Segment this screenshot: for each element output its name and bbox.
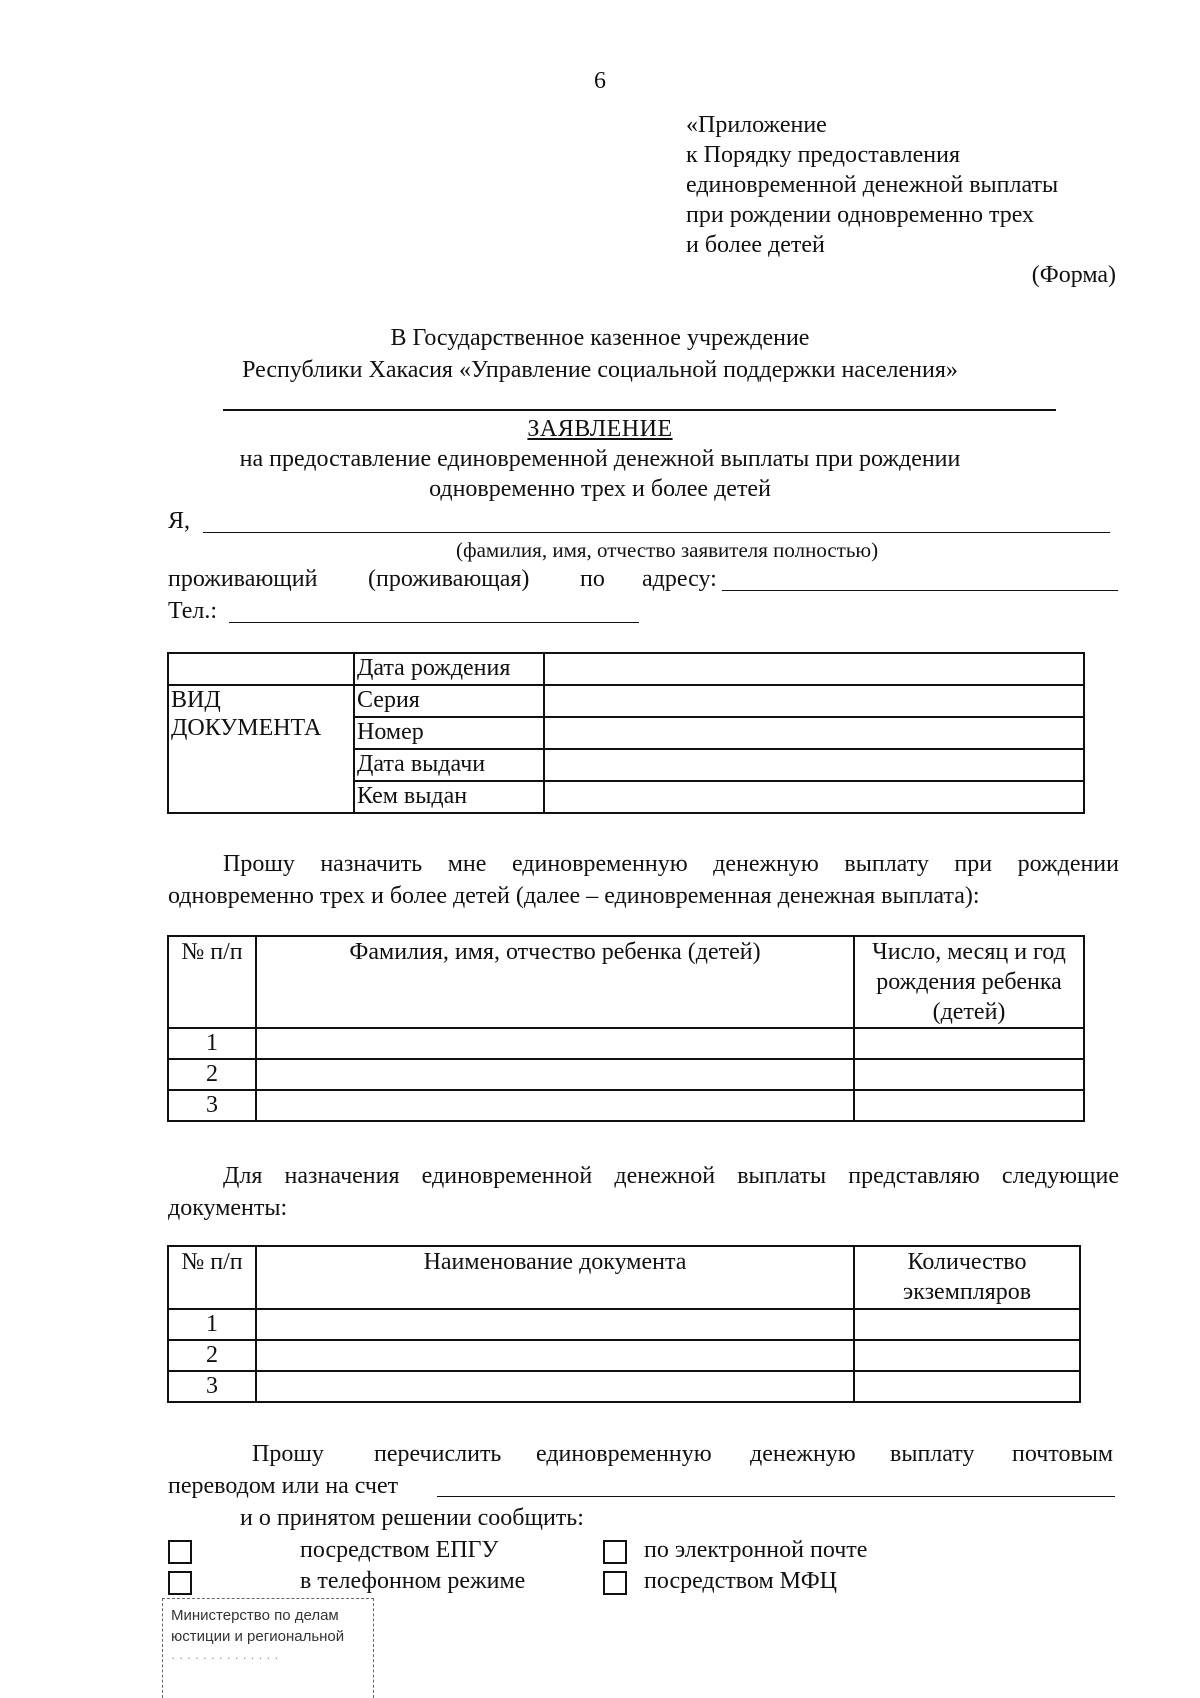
addressee-line-2: Республики Хакасия «Управление социальной поддержки населения»	[242, 357, 958, 383]
stamp-faded-line: · · · · · · · · · · · · · ·	[171, 1650, 279, 1665]
transfer-word: выплату	[890, 1441, 975, 1467]
appendix-line: при рождении одновременно трех	[686, 202, 1035, 228]
id-doc-field-value[interactable]	[544, 717, 1084, 749]
children-header-number: № п/п	[168, 936, 256, 1028]
id-doc-type-label	[168, 685, 354, 813]
addressee-divider	[223, 409, 1056, 411]
stamp-line-1: Министерство по делам	[171, 1607, 339, 1624]
id-doc-field-value[interactable]	[544, 781, 1084, 813]
documents-paragraph: Для назначения единовременной денежной выплаты представляю следующие документы:	[168, 1163, 1119, 1221]
id-doc-field-value[interactable]	[544, 749, 1084, 781]
document-subtitle-line-1: на предоставление единовременной денежной выплаты при рождении	[239, 446, 961, 472]
applicant-name-field[interactable]	[203, 506, 1110, 533]
documents-row-count[interactable]	[854, 1340, 1080, 1371]
id-doc-type-line-2: ДОКУМЕНТА	[171, 715, 322, 741]
documents-table	[167, 1245, 1081, 1403]
document-subtitle-line-2: одновременно трех и более детей	[429, 476, 771, 502]
appendix-line: к Порядку предоставления	[686, 142, 961, 168]
registration-stamp	[162, 1598, 374, 1698]
addressee-block	[0, 322, 1200, 386]
id-doc-field-label: Дата рождения	[354, 653, 544, 685]
address-field[interactable]	[722, 564, 1118, 591]
address-word: по	[580, 566, 605, 592]
checkbox-email[interactable]	[603, 1540, 627, 1564]
notify-line: и о принятом решении сообщить:	[240, 1505, 584, 1531]
children-row-name[interactable]	[256, 1059, 854, 1090]
documents-row-name[interactable]	[256, 1309, 854, 1340]
account-field[interactable]	[437, 1470, 1115, 1497]
checkbox-label-mfc: посредством МФЦ	[644, 1568, 837, 1594]
request-paragraph: Прошу назначить мне единовременную денежную выплату при рождении одновременно трех и более детей (далее – единовременная денежная выплата):	[168, 851, 1119, 909]
phone-field[interactable]	[229, 596, 639, 623]
transfer-word: денежную	[750, 1441, 856, 1467]
documents-header-number: № п/п	[168, 1246, 256, 1309]
children-row-birthdate[interactable]	[854, 1028, 1084, 1059]
phone-label: Тел.:	[168, 598, 218, 624]
children-row-number: 2	[168, 1059, 256, 1090]
documents-row-number: 3	[168, 1371, 256, 1402]
addressee-line-1: В Государственное казенное учреждение	[390, 325, 810, 351]
documents-row-name[interactable]	[256, 1340, 854, 1371]
checkbox-phone[interactable]	[168, 1571, 192, 1595]
document-heading: ЗАЯВЛЕНИЕ	[527, 416, 673, 442]
id-doc-type-line-1: ВИД	[171, 687, 221, 713]
id-doc-field-label: Дата выдачи	[354, 749, 544, 781]
checkbox-label-phone: в телефонном режиме	[300, 1568, 526, 1594]
children-row-number: 3	[168, 1090, 256, 1121]
children-row-number: 1	[168, 1028, 256, 1059]
documents-row-name[interactable]	[256, 1371, 854, 1402]
document-title	[0, 414, 1200, 504]
id-doc-field-label: Серия	[354, 685, 544, 717]
appendix-line: «Приложение	[686, 112, 827, 138]
address-word: проживающий	[168, 566, 318, 592]
applicant-prefix: Я,	[168, 508, 191, 534]
children-header-name: Фамилия, имя, отчество ребенка (детей)	[256, 936, 854, 1028]
transfer-line-2: переводом или на счет	[168, 1473, 399, 1499]
appendix-line: единовременной денежной выплаты	[686, 172, 1059, 198]
appendix-block	[686, 110, 1058, 260]
documents-row-count[interactable]	[854, 1309, 1080, 1340]
stamp-line-2: юстиции и региональной	[171, 1628, 345, 1645]
documents-header-name: Наименование документа	[256, 1246, 854, 1309]
id-doc-field-label: Номер	[354, 717, 544, 749]
id-doc-empty-cell	[168, 653, 354, 685]
page-number: 6	[594, 68, 606, 94]
transfer-word: почтовым	[1012, 1441, 1114, 1467]
children-table	[167, 935, 1085, 1122]
children-row-birthdate[interactable]	[854, 1090, 1084, 1121]
children-row-birthdate[interactable]	[854, 1059, 1084, 1090]
appendix-line: и более детей	[686, 232, 825, 258]
documents-row-number: 2	[168, 1340, 256, 1371]
id-document-table	[167, 652, 1085, 814]
id-doc-field-label: Кем выдан	[354, 781, 544, 813]
documents-row-number: 1	[168, 1309, 256, 1340]
children-row-name[interactable]	[256, 1028, 854, 1059]
form-label: (Форма)	[1031, 262, 1116, 288]
id-doc-field-value[interactable]	[544, 653, 1084, 685]
checkbox-label-epgu: посредством ЕПГУ	[300, 1537, 499, 1563]
transfer-word: перечислить	[374, 1441, 502, 1467]
transfer-word: Прошу	[252, 1441, 324, 1467]
checkbox-mfc[interactable]	[603, 1571, 627, 1595]
checkbox-epgu[interactable]	[168, 1540, 192, 1564]
children-header-birthdate: Число, месяц и год рождения ребенка (детей)	[854, 936, 1084, 1028]
applicant-name-caption: (фамилия, имя, отчество заявителя полностью)	[456, 538, 879, 562]
address-label: адресу:	[642, 566, 717, 592]
checkbox-label-email: по электронной почте	[644, 1537, 868, 1563]
address-word: (проживающая)	[368, 566, 530, 592]
transfer-word: единовременную	[536, 1441, 712, 1467]
id-doc-field-value[interactable]	[544, 685, 1084, 717]
documents-header-count: Количество экземпляров	[854, 1246, 1080, 1309]
children-row-name[interactable]	[256, 1090, 854, 1121]
documents-row-count[interactable]	[854, 1371, 1080, 1402]
